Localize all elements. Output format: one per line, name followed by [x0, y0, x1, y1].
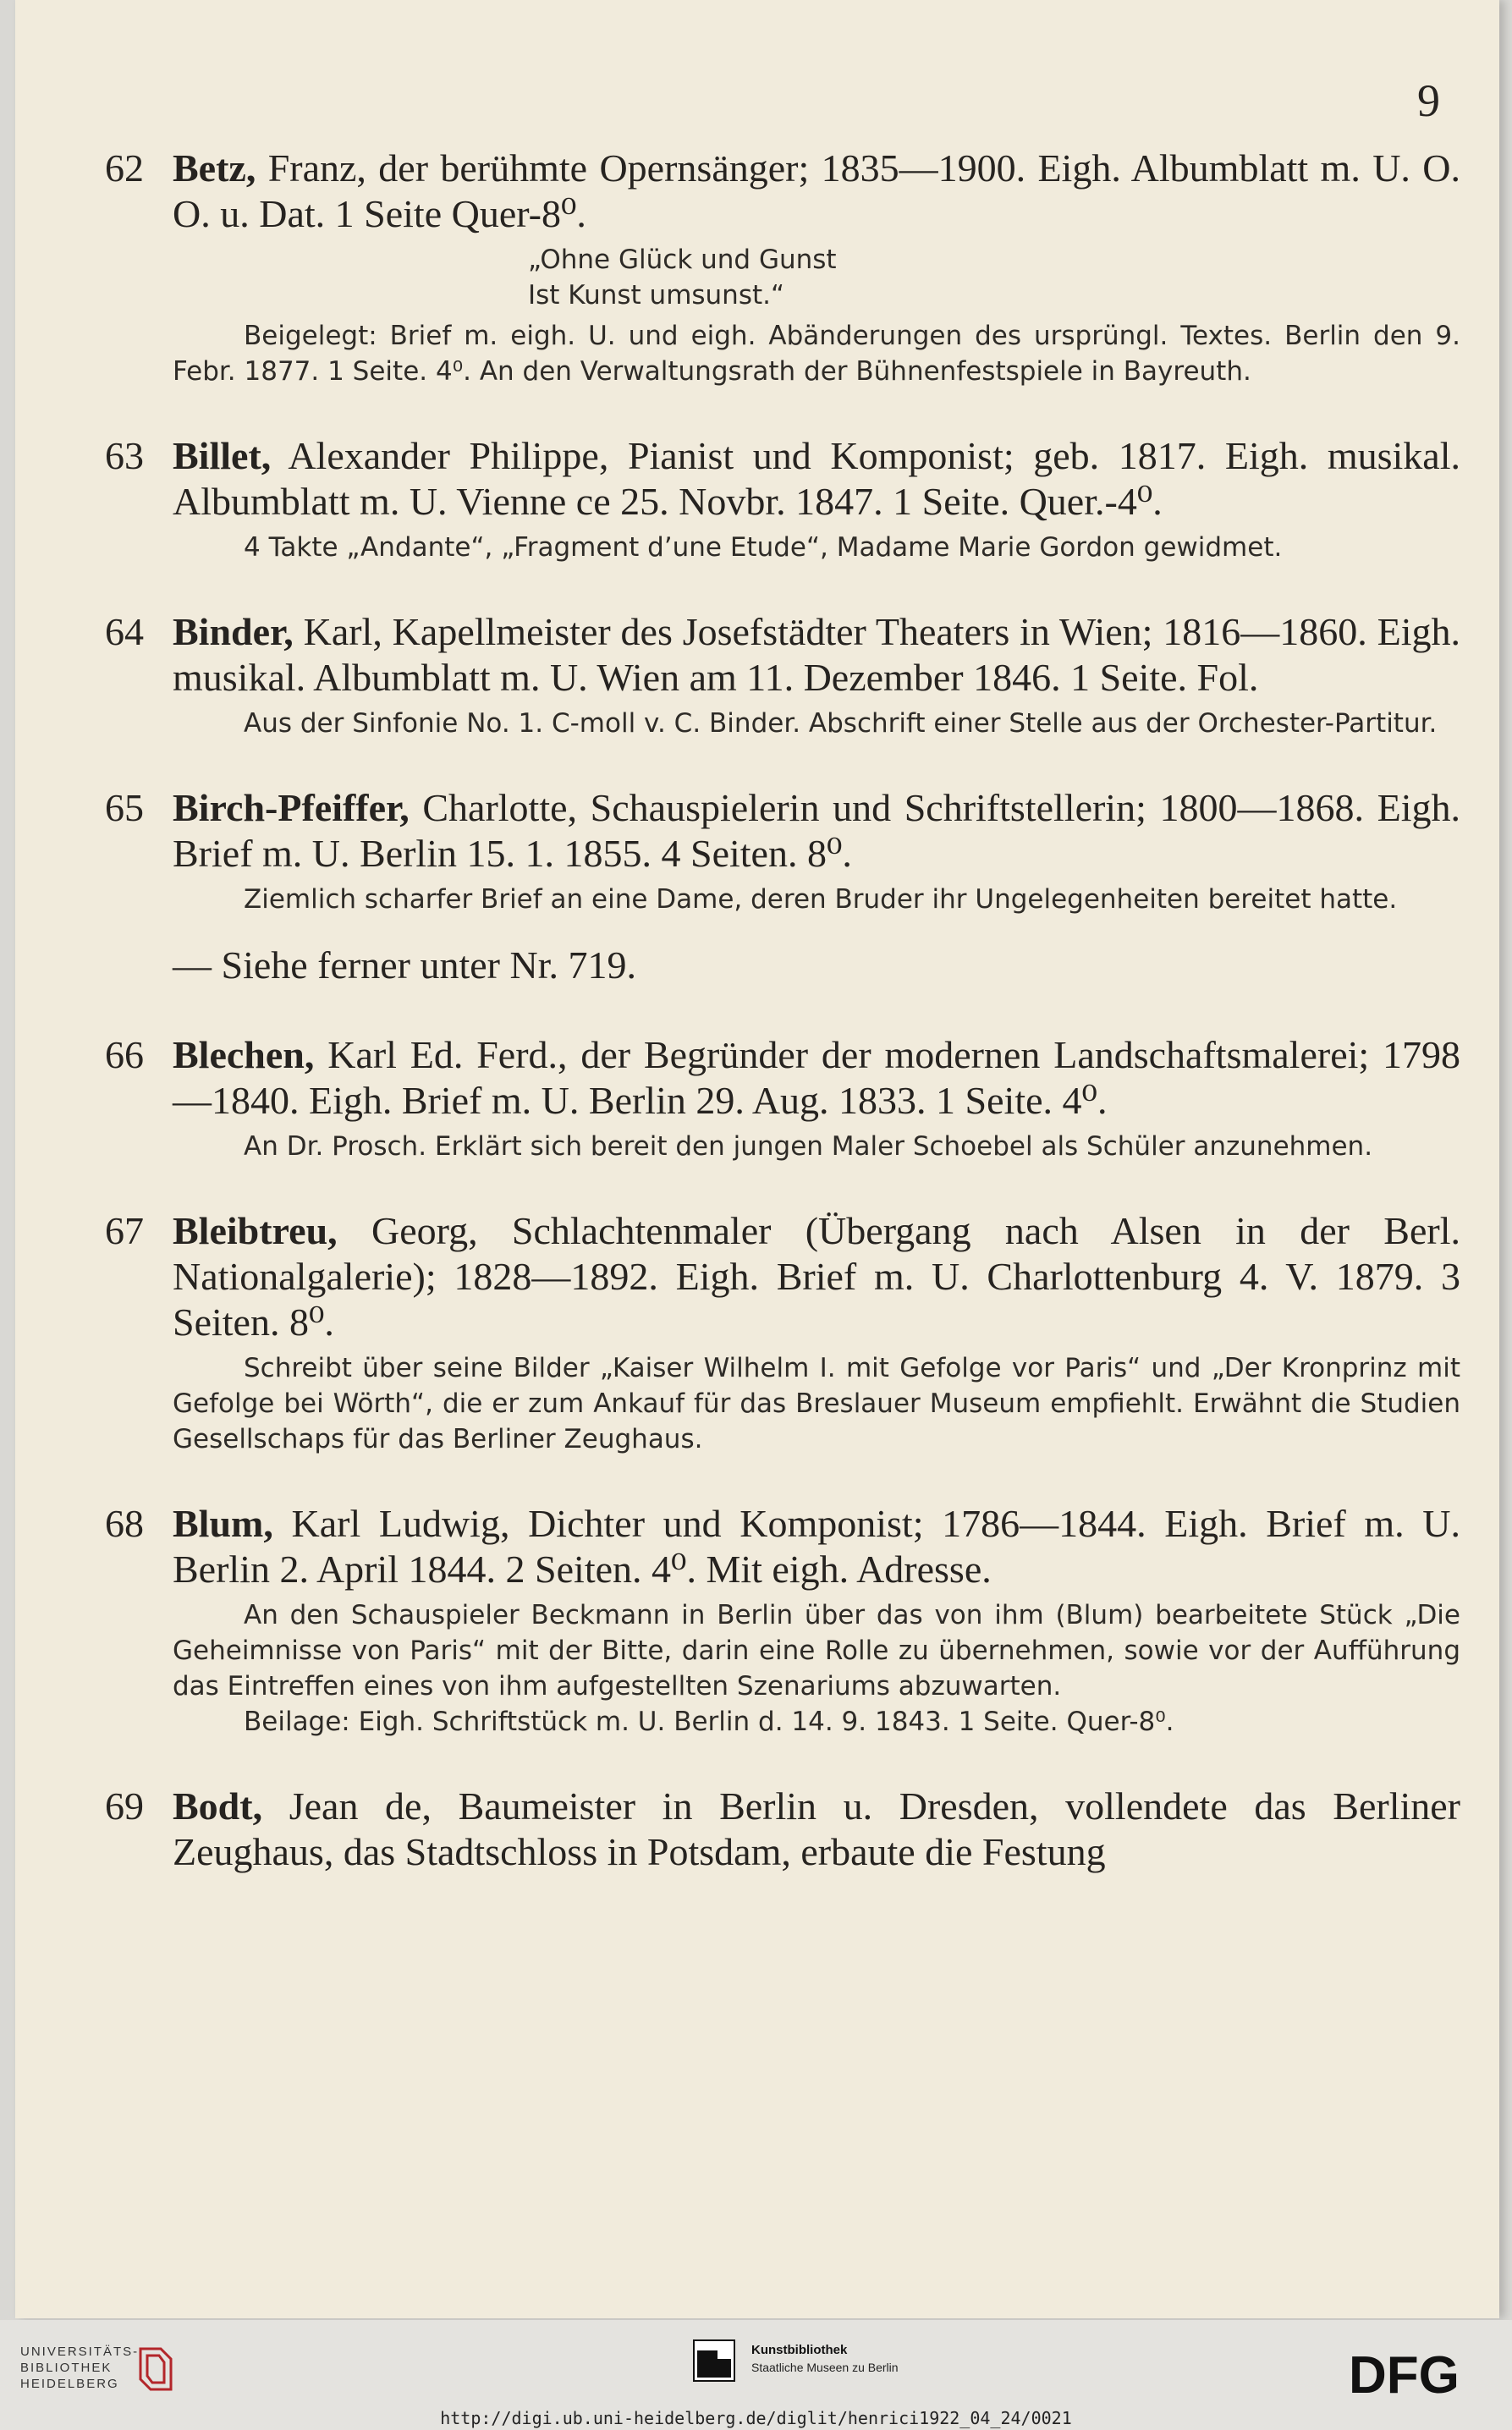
catalog-entry-65: [105, 785, 1460, 917]
entry-number: 62: [105, 146, 144, 190]
entry-description: Charlotte, Schauspielerin und Schriftstellerin; 1800—1868. Eigh. Brief m. U. Berlin 15. 1. 1855. 4 Seiten. 8⁰.: [173, 786, 1460, 875]
entry-detail: 4 Takte „Andante“, „Fragment d’une Etude“, Madame Marie Gordon gewidmet.: [244, 532, 1283, 563]
entry-number: 69: [105, 1784, 144, 1828]
entry-number: 63: [105, 434, 144, 477]
entry-description: Karl Ludwig, Dichter und Komponist; 1786—1844. Eigh. Brief m. U. Berlin 2. April 1844. 2 Seiten. 4⁰. Mit eigh. Adresse.: [173, 1502, 1460, 1591]
kunstbibliothek-label[interactable]: [751, 2342, 899, 2376]
entry-name: Bleibtreu,: [173, 1209, 338, 1252]
entry-heading: [173, 433, 1460, 525]
entry-heading: [173, 1208, 1460, 1345]
entry-name: Billet,: [173, 434, 272, 477]
entry-heading: [173, 1784, 1460, 1875]
entry-name: Blechen,: [173, 1033, 315, 1076]
catalog-entry-68: [105, 1501, 1460, 1740]
university-logo-line: BIBLIOTHEK: [20, 2361, 113, 2375]
dfg-logo[interactable]: [1345, 2345, 1489, 2400]
document-page: [15, 0, 1499, 2318]
entry-quote-line: „Ohne Glück und Gunst: [528, 245, 837, 275]
entry-description: Karl, Kapellmeister des Josefstädter Theaters in Wien; 1816—1860. Eigh. musikal. Albumblatt m. U. Wien am 11. Dezember 1846. 1 Seite. Fol.: [173, 610, 1460, 699]
kunstbibliothek-subtitle: Staatliche Museen zu Berlin: [751, 2361, 899, 2374]
see-also-reference: — Siehe ferner unter Nr. 719.: [173, 943, 637, 987]
entry-number: 68: [105, 1502, 144, 1545]
university-logo-line: HEIDELBERG: [20, 2377, 119, 2391]
university-logo-line: UNIVERSITÄTS-: [20, 2345, 140, 2359]
entry-detail: Ziemlich scharfer Brief an eine Dame, deren Bruder ihr Ungelegenheiten bereitet hatte.: [244, 884, 1398, 915]
catalog-entry-66: [105, 1032, 1460, 1164]
catalog-entry-63: [105, 433, 1460, 565]
catalog-entry-69: [105, 1784, 1460, 1875]
entry-name: Birch-Pfeiffer,: [173, 786, 410, 829]
digitization-footer: [0, 2320, 1512, 2430]
entry-number: 64: [105, 610, 144, 653]
entry-description: Jean de, Baumeister in Berlin u. Dresden, vollendete das Berliner Zeughaus, das Stadtschloss in Potsdam, erbaute die Festung: [173, 1784, 1460, 1873]
entry-detail: An den Schauspieler Beckmann in Berlin über das von ihm (Blum) bearbeitete Stück „Die Geheimnisse von Paris“ mit der Bitte, darin eine Rolle zu übernehmen, sowie vor der Aufführung das Eintreffen eines von ihm aufgestellten Szenariums abzuwarten.: [173, 1600, 1460, 1702]
entry-description: Georg, Schlachtenmaler (Übergang nach Alsen in der Berl. Nationalgalerie); 1828—1892. Eigh. Brief m. U. Charlottenburg 4. V. 1879. 3 Seiten. 8⁰.: [173, 1209, 1460, 1344]
entry-name: Blum,: [173, 1502, 273, 1545]
page-number: 9: [1417, 75, 1440, 126]
university-seal-icon: [135, 2344, 176, 2394]
kunstbibliothek-name: Kunstbibliothek: [751, 2343, 848, 2357]
catalog-entry-67: [105, 1208, 1460, 1457]
entry-quote-line: Ist Kunst umsunst.“: [528, 280, 785, 311]
catalog-entry-62: [105, 146, 1460, 389]
entry-heading: [173, 1032, 1460, 1124]
entry-heading: [173, 146, 1460, 237]
entry-description: Alexander Philippe, Pianist und Komponist; geb. 1817. Eigh. musikal. Albumblatt m. U. Vienne ce 25. Novbr. 1847. 1 Seite. Quer.-4⁰.: [173, 434, 1460, 523]
university-library-logo[interactable]: [20, 2344, 139, 2392]
entry-detail: An Dr. Prosch. Erklärt sich bereit den jungen Maler Schoebel als Schüler anzunehmen.: [244, 1131, 1373, 1162]
entry-detail: Beigelegt: Brief m. eigh. U. und eigh. Abänderungen des ursprüngl. Textes. Berlin den 9. Febr. 1877. 1 Seite. 4⁰. An den Verwaltungsrath der Bühnenfestspiele in Bayreuth.: [173, 321, 1460, 387]
entry-supplement: Beilage: Eigh. Schriftstück m. U. Berlin d. 14. 9. 1843. 1 Seite. Quer-8⁰.: [244, 1707, 1174, 1737]
catalog-entries: [105, 146, 1460, 1919]
dfg-logo-text: DFG: [1349, 2346, 1460, 2400]
entry-detail: Aus der Sinfonie No. 1. C-moll v. C. Binder. Abschrift einer Stelle aus der Orchester-Partitur.: [244, 708, 1438, 739]
permalink-url[interactable]: http://digi.ub.uni-heidelberg.de/diglit/henrici1922_04_24/0021: [440, 2408, 1072, 2428]
entry-detail: Schreibt über seine Bilder „Kaiser Wilhelm I. mit Gefolge vor Paris“ und „Der Kronprinz mit Gefolge bei Wörth“, die er zum Ankauf für das Breslauer Museum empfiehlt. Erwähnt die Studien Gesellschaps für das Berliner Zeughaus.: [173, 1353, 1460, 1454]
kunstbibliothek-logo-icon: [692, 2339, 736, 2383]
entry-number: 67: [105, 1209, 144, 1252]
catalog-entry-64: [105, 609, 1460, 741]
entry-heading: [173, 609, 1460, 701]
entry-number: 66: [105, 1033, 144, 1076]
entry-name: Betz,: [173, 146, 256, 190]
entry-name: Binder,: [173, 610, 294, 653]
entry-name: Bodt,: [173, 1784, 263, 1828]
entry-heading: [173, 785, 1460, 877]
entry-description: Franz, der berühmte Opernsänger; 1835—1900. Eigh. Albumblatt m. U. O. O. u. Dat. 1 Seite Quer-8⁰.: [173, 146, 1460, 235]
entry-heading: [173, 1501, 1460, 1592]
entry-description: Karl Ed. Ferd., der Begründer der modernen Landschaftsmalerei; 1798—1840. Eigh. Brief m. U. Berlin 29. Aug. 1833. 1 Seite. 4⁰.: [173, 1033, 1460, 1122]
entry-number: 65: [105, 786, 144, 829]
